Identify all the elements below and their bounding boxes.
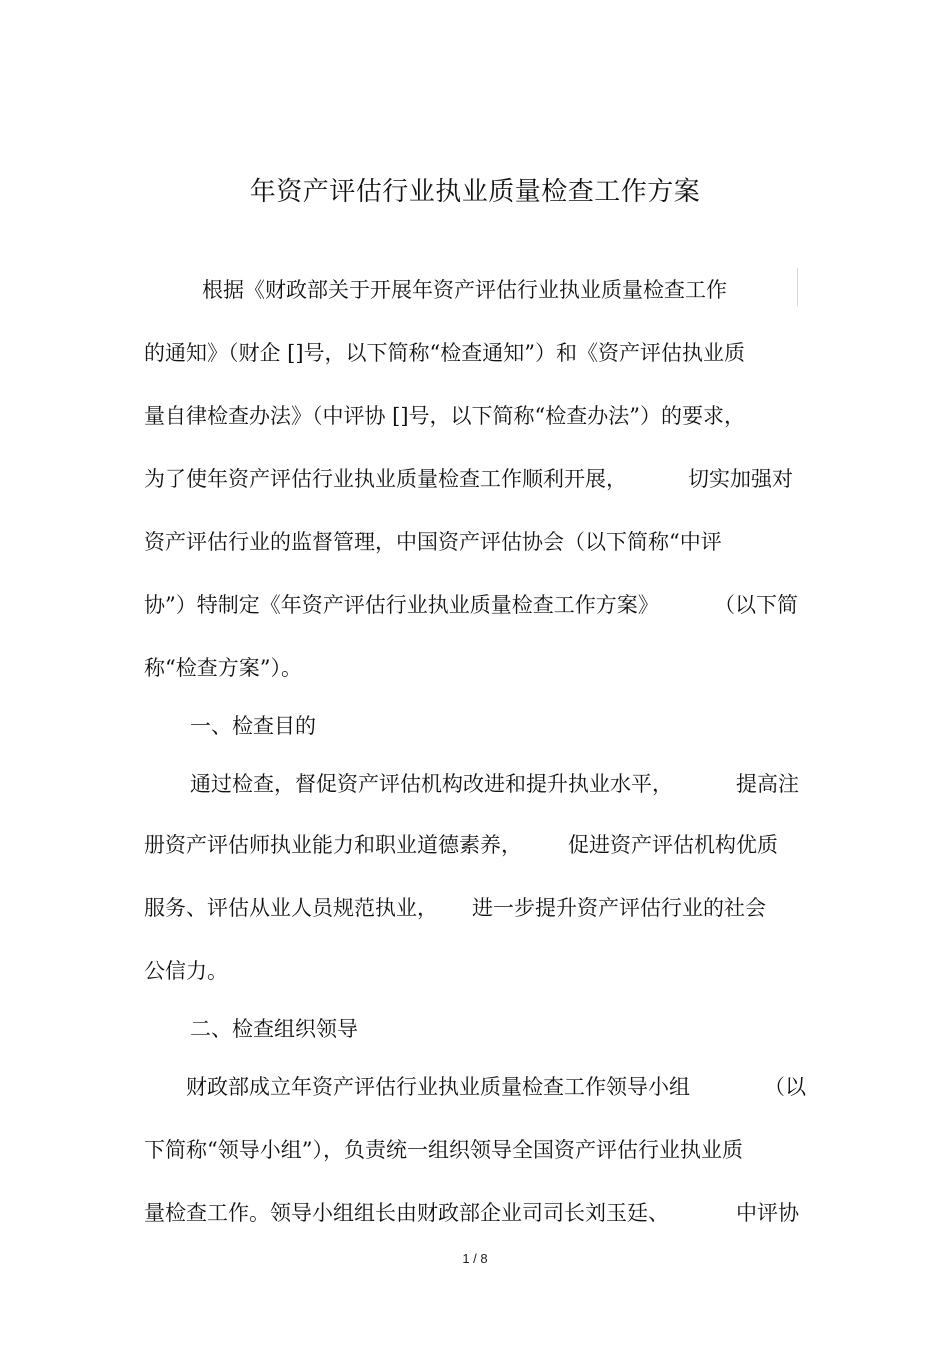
- paragraph-line: 财政部成立年资产评估行业执业质量检查工作领导小组: [186, 1075, 690, 1099]
- margin-mark: [797, 268, 798, 306]
- paragraph-line: 中评协: [736, 1201, 799, 1225]
- paragraph-line: （以下简: [714, 593, 798, 617]
- paragraph-line: 为了使年资产评估行业执业质量检查工作顺利开展，: [144, 467, 627, 491]
- page-number: 1 / 8: [462, 1251, 488, 1266]
- paragraph-line: 切实加强对: [688, 467, 793, 491]
- paragraph-line: 称“检查方案”）。: [144, 656, 302, 680]
- paragraph-line: 根据《财政部关于开展年资产评估行业执业质量检查工作: [202, 278, 727, 302]
- section-heading: 二、检查组织领导: [190, 1017, 358, 1041]
- paragraph-line: 资产评估行业的监督管理，中国资产评估协会（以下简称“中评: [144, 530, 722, 554]
- paragraph-line: 服务、评估从业人员规范执业，: [144, 896, 438, 920]
- paragraph-line: （以: [764, 1075, 806, 1099]
- section-heading: 一、检查目的: [190, 714, 316, 738]
- paragraph-line: 协”）特制定《年资产评估行业执业质量检查工作方案》: [144, 593, 659, 617]
- document-title: 年资产评估行业执业质量检查工作方案: [249, 177, 701, 207]
- paragraph-line: 量自律检查办法》（中评协 []号，以下简称“检查办法”）的要求，: [144, 404, 746, 428]
- paragraph-line: 的通知》（财企 []号，以下简称“检查通知”）和《资产评估执业质: [144, 341, 746, 365]
- paragraph-line: 册资产评估师执业能力和职业道德素养，: [144, 833, 522, 857]
- paragraph-line: 公信力。: [144, 959, 228, 983]
- paragraph-line: 下简称“领导小组”），负责统一组织领导全国资产评估行业执业质: [144, 1138, 743, 1162]
- paragraph-line: 通过检查，督促资产评估机构改进和提升执业水平，: [190, 772, 673, 796]
- paragraph-line: 提高注: [736, 772, 799, 796]
- paragraph-line: 量检查工作。领导小组组长由财政部企业司司长刘玉廷、: [144, 1201, 669, 1225]
- paragraph-line: 促进资产评估机构优质: [568, 833, 778, 857]
- paragraph-line: 进一步提升资产评估行业的社会: [472, 896, 766, 920]
